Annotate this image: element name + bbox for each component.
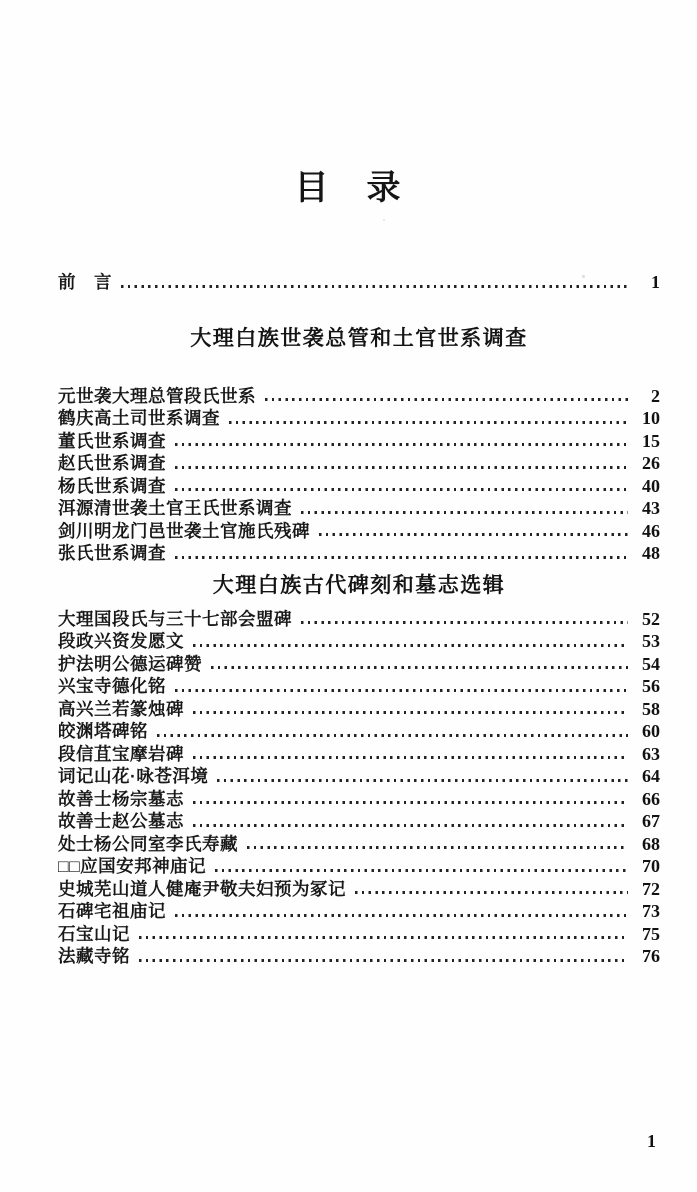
dot-leader [175, 689, 628, 692]
toc-entry-page: 73 [642, 901, 660, 921]
toc-entry-row [58, 765, 660, 788]
toc-entry-row [58, 520, 660, 543]
dot-leader [121, 285, 628, 288]
toc-entry-page: 72 [642, 878, 660, 899]
toc-entry-page: 43 [642, 498, 660, 518]
toc-entry-page: 54 [642, 653, 660, 674]
toc-entry-page: 66 [642, 788, 660, 809]
toc-entry-page: 70 [642, 856, 660, 876]
toc-entry-title: 高兴兰若篆烛碑 [58, 698, 184, 719]
toc-entry-page: 46 [642, 520, 660, 541]
toc-entry-title: 石碑宅祖庙记 [58, 901, 166, 921]
preface-page-number: 1 [651, 272, 660, 292]
toc-entry-title: 赵氏世系调查 [58, 453, 166, 473]
toc-content [0, 271, 697, 968]
preface-row [58, 271, 660, 294]
toc-entry-title: 剑川明龙门邑世袭土官施氏残碑 [58, 520, 310, 541]
toc-entry-page: 63 [642, 743, 660, 764]
toc-entry-title: 史城芜山道人健庵尹敬夫妇预为冢记 [58, 878, 346, 899]
toc-entry-row [58, 698, 660, 721]
toc-entry-title: 词记山花·咏苍洱境 [58, 766, 209, 786]
scan-speck [383, 219, 385, 221]
toc-entry-title: 大理国段氏与三十七部会盟碑 [58, 608, 292, 629]
toc-entry-row [58, 475, 660, 498]
toc-entry-row [58, 497, 660, 520]
toc-entry-page: 75 [642, 923, 660, 944]
dot-leader [301, 511, 628, 514]
toc-entry-title: 元世袭大理总管段氏世系 [58, 385, 256, 406]
toc-entry-title: 段信苴宝摩岩碑 [58, 743, 184, 764]
toc-entry-title: 故善士杨宗墓志 [58, 788, 184, 809]
toc-entry-page: 68 [642, 833, 660, 854]
dot-leader [175, 443, 628, 446]
dot-leader [217, 779, 628, 782]
folio-number: 1 [647, 1131, 656, 1151]
toc-entry-title: 护法明公德运碑赞 [58, 653, 202, 674]
toc-entry-page: 15 [642, 430, 660, 451]
toc-entry-page: 48 [642, 543, 660, 563]
dot-leader [193, 824, 628, 827]
dot-leader [355, 891, 628, 894]
dot-leader [193, 756, 628, 759]
dot-leader [265, 398, 628, 401]
dot-leader [175, 466, 628, 469]
dot-leader [319, 533, 628, 536]
toc-entry-title: 董氏世系调查 [58, 430, 166, 451]
dot-leader [175, 914, 628, 917]
section-heading-lineage-survey: 大理白族世袭总管和土官世系调查 [190, 326, 528, 350]
dot-leader [175, 556, 628, 559]
dot-leader [157, 734, 628, 737]
toc-entry-row [58, 608, 660, 631]
toc-entry-page: 26 [642, 453, 660, 473]
toc-entry-row [58, 900, 660, 923]
toc-entry-page: 56 [642, 676, 660, 696]
toc-list-section-1 [58, 385, 660, 565]
toc-entry-row [58, 945, 660, 968]
toc-entry-page: 10 [642, 408, 660, 428]
section-heading-inscriptions: 大理白族古代碑刻和墓志选辑 [212, 573, 506, 597]
toc-entry-title: 皎渊塔碑铭 [58, 721, 148, 741]
toc-entry-row [58, 878, 660, 901]
toc-entry-page: 64 [642, 766, 660, 786]
dot-leader [175, 488, 628, 491]
toc-entry-row [58, 810, 660, 833]
dot-leader [139, 959, 628, 962]
dot-leader [211, 666, 628, 669]
toc-entry-row [58, 788, 660, 811]
toc-entry-page: 52 [642, 608, 660, 629]
preface-label: 前 言 [58, 272, 112, 292]
toc-entry-row [58, 855, 660, 878]
toc-entry-title: 法藏寺铭 [58, 946, 130, 966]
toc-entry-row [58, 833, 660, 856]
toc-entry-row [58, 923, 660, 946]
dot-leader [301, 621, 628, 624]
toc-entry-row [58, 653, 660, 676]
toc-entry-title: 杨氏世系调查 [58, 475, 166, 496]
toc-entry-title: 故善士赵公墓志 [58, 811, 184, 831]
toc-entry-title: 兴宝寺德化铭 [58, 676, 166, 696]
dot-leader [193, 801, 628, 804]
toc-entry-row [58, 452, 660, 475]
dot-leader [139, 936, 628, 939]
toc-entry-row [58, 542, 660, 565]
toc-list-section-2 [58, 608, 660, 968]
toc-page [0, 168, 697, 1192]
toc-entry-page: 67 [642, 811, 660, 831]
toc-entry-title: 张氏世系调查 [58, 543, 166, 563]
toc-entry-title: 鹤庆高土司世系调查 [58, 408, 220, 428]
toc-entry-row [58, 720, 660, 743]
dot-leader [193, 644, 628, 647]
toc-entry-row [58, 385, 660, 408]
toc-entry-title: 洱源清世袭土官王氏世系调查 [58, 498, 292, 518]
toc-entry-page: 53 [642, 631, 660, 651]
toc-entry-row [58, 743, 660, 766]
toc-entry-row [58, 675, 660, 698]
toc-entry-title: 处士杨公同室李氏寿藏 [58, 833, 238, 854]
toc-entry-page: 2 [651, 385, 660, 406]
toc-entry-title: 段政兴资发愿文 [58, 631, 184, 651]
toc-entry-page: 76 [642, 946, 660, 966]
toc-entry-page: 58 [642, 698, 660, 719]
toc-entry-row [58, 407, 660, 430]
dot-leader [193, 711, 628, 714]
toc-entry-title: 石宝山记 [58, 923, 130, 944]
toc-entry-page: 60 [642, 721, 660, 741]
dot-leader [229, 421, 628, 424]
page-title: 目 录 [294, 169, 403, 207]
toc-entry-page: 40 [642, 475, 660, 496]
dot-leader [215, 869, 628, 872]
toc-entry-row [58, 430, 660, 453]
scan-speck [582, 275, 585, 278]
toc-entry-title: □□应国安邦神庙记 [58, 856, 207, 876]
toc-entry-row [58, 630, 660, 653]
dot-leader [247, 846, 628, 849]
